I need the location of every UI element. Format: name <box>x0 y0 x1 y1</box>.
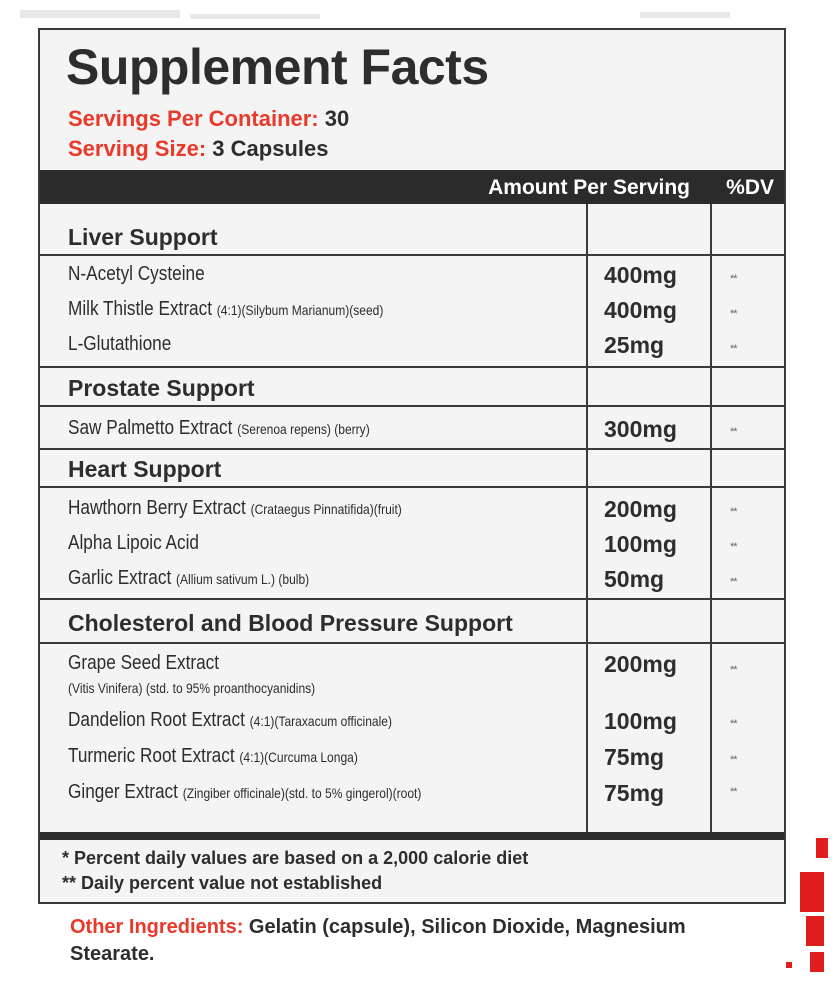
table-header-bar <box>40 170 784 204</box>
other-ingredients <box>70 914 690 968</box>
decorative-splatter <box>810 952 824 972</box>
ingredient-dv: ** <box>730 308 737 320</box>
decorative-splatter <box>800 872 824 912</box>
ingredient-dv: ** <box>730 343 737 355</box>
ingredient-dv: ** <box>730 754 737 766</box>
decorative-splatter <box>806 916 824 946</box>
ingredient-name: Hawthorn Berry Extract (Crataegus Pinnatifida)(fruit) <box>68 497 402 519</box>
footer-bar <box>40 832 784 840</box>
ingredient-name: Ginger Extract (Zingiber officinale)(std. to 5% gingerol)(root) <box>68 781 422 803</box>
decorative-scuff <box>640 12 730 18</box>
supplement-facts-panel <box>38 28 786 904</box>
decorative-splatter <box>816 838 828 858</box>
ingredient-name: Grape Seed Extract <box>68 652 220 674</box>
other-ingredients-value: Gelatin (capsule), Silicon Dioxide, Magnesium Stearate. <box>70 916 686 965</box>
ingredient-name: Garlic Extract (Allium sativum L.) (bulb) <box>68 567 310 589</box>
ingredient-dv: ** <box>730 664 737 676</box>
ingredient-amount: 400mg <box>604 297 677 323</box>
ingredient-dv: ** <box>730 576 737 588</box>
ingredient-amount: 100mg <box>604 708 677 734</box>
section-divider <box>40 486 784 488</box>
decorative-scuff <box>20 10 180 18</box>
ingredient-name: L-Glutathione <box>68 333 172 355</box>
ingredient-amount: 200mg <box>604 651 677 677</box>
servings-per-container: Servings Per Container: 30 <box>68 106 350 131</box>
panel-title: Supplement Facts <box>66 39 489 95</box>
ingredient-dv: ** <box>730 273 737 285</box>
ingredient-amount: 100mg <box>604 531 677 557</box>
other-ingredients-label: Other Ingredients: <box>70 916 244 938</box>
ingredient-dv: ** <box>730 541 737 553</box>
section-divider <box>40 405 784 407</box>
section-heading: Liver Support <box>68 224 218 250</box>
ingredient-amount: 75mg <box>604 780 665 806</box>
ingredient-name: Saw Palmetto Extract (Serenoa repens) (berry) <box>68 417 370 439</box>
ingredient-name: Turmeric Root Extract (4:1)(Curcuma Longa) <box>68 745 358 767</box>
serving-size: Serving Size: 3 Capsules <box>68 136 329 161</box>
ingredient-dv: ** <box>730 426 737 438</box>
ingredient-name: Dandelion Root Extract (4:1)(Taraxacum officinale) <box>68 709 392 731</box>
ingredient-name: Alpha Lipoic Acid <box>68 532 200 554</box>
ingredient-dv: ** <box>730 718 737 730</box>
ingredient-dv: ** <box>730 506 737 518</box>
daily-value-header: %DV <box>726 176 774 199</box>
ingredient-name: N-Acetyl Cysteine <box>68 263 205 285</box>
ingredient-amount: 75mg <box>604 744 665 770</box>
ingredient-amount: 50mg <box>604 566 665 592</box>
section-divider <box>40 366 784 368</box>
section-heading: Heart Support <box>68 456 222 482</box>
ingredient-amount: 400mg <box>604 262 677 288</box>
decorative-scuff <box>190 14 320 19</box>
ingredient-name: Milk Thistle Extract (4:1)(Silybum Marianum)(seed) <box>68 298 384 320</box>
ingredient-amount: 25mg <box>604 332 665 358</box>
ingredient-amount: 200mg <box>604 496 677 522</box>
section-heading: Prostate Support <box>68 375 255 401</box>
decorative-splatter <box>786 962 792 968</box>
footnote-not-established: ** Daily percent value not established <box>62 873 383 893</box>
ingredient-amount: 300mg <box>604 416 677 442</box>
section-heading: Cholesterol and Blood Pressure Support <box>68 610 513 636</box>
dv-column-divider <box>710 204 712 832</box>
section-divider <box>40 642 784 644</box>
amount-column-divider <box>586 204 588 832</box>
section-divider <box>40 598 784 600</box>
amount-per-serving-header: Amount Per Serving <box>488 176 690 199</box>
ingredient-dv: ** <box>730 786 737 798</box>
section-divider <box>40 448 784 450</box>
footnote-daily-values: * Percent daily values are based on a 2,000 calorie diet <box>62 848 529 868</box>
ingredient-detail: (Vitis Vinifera) (std. to 95% proanthocyanidins) <box>68 680 316 696</box>
section-divider <box>40 254 784 256</box>
